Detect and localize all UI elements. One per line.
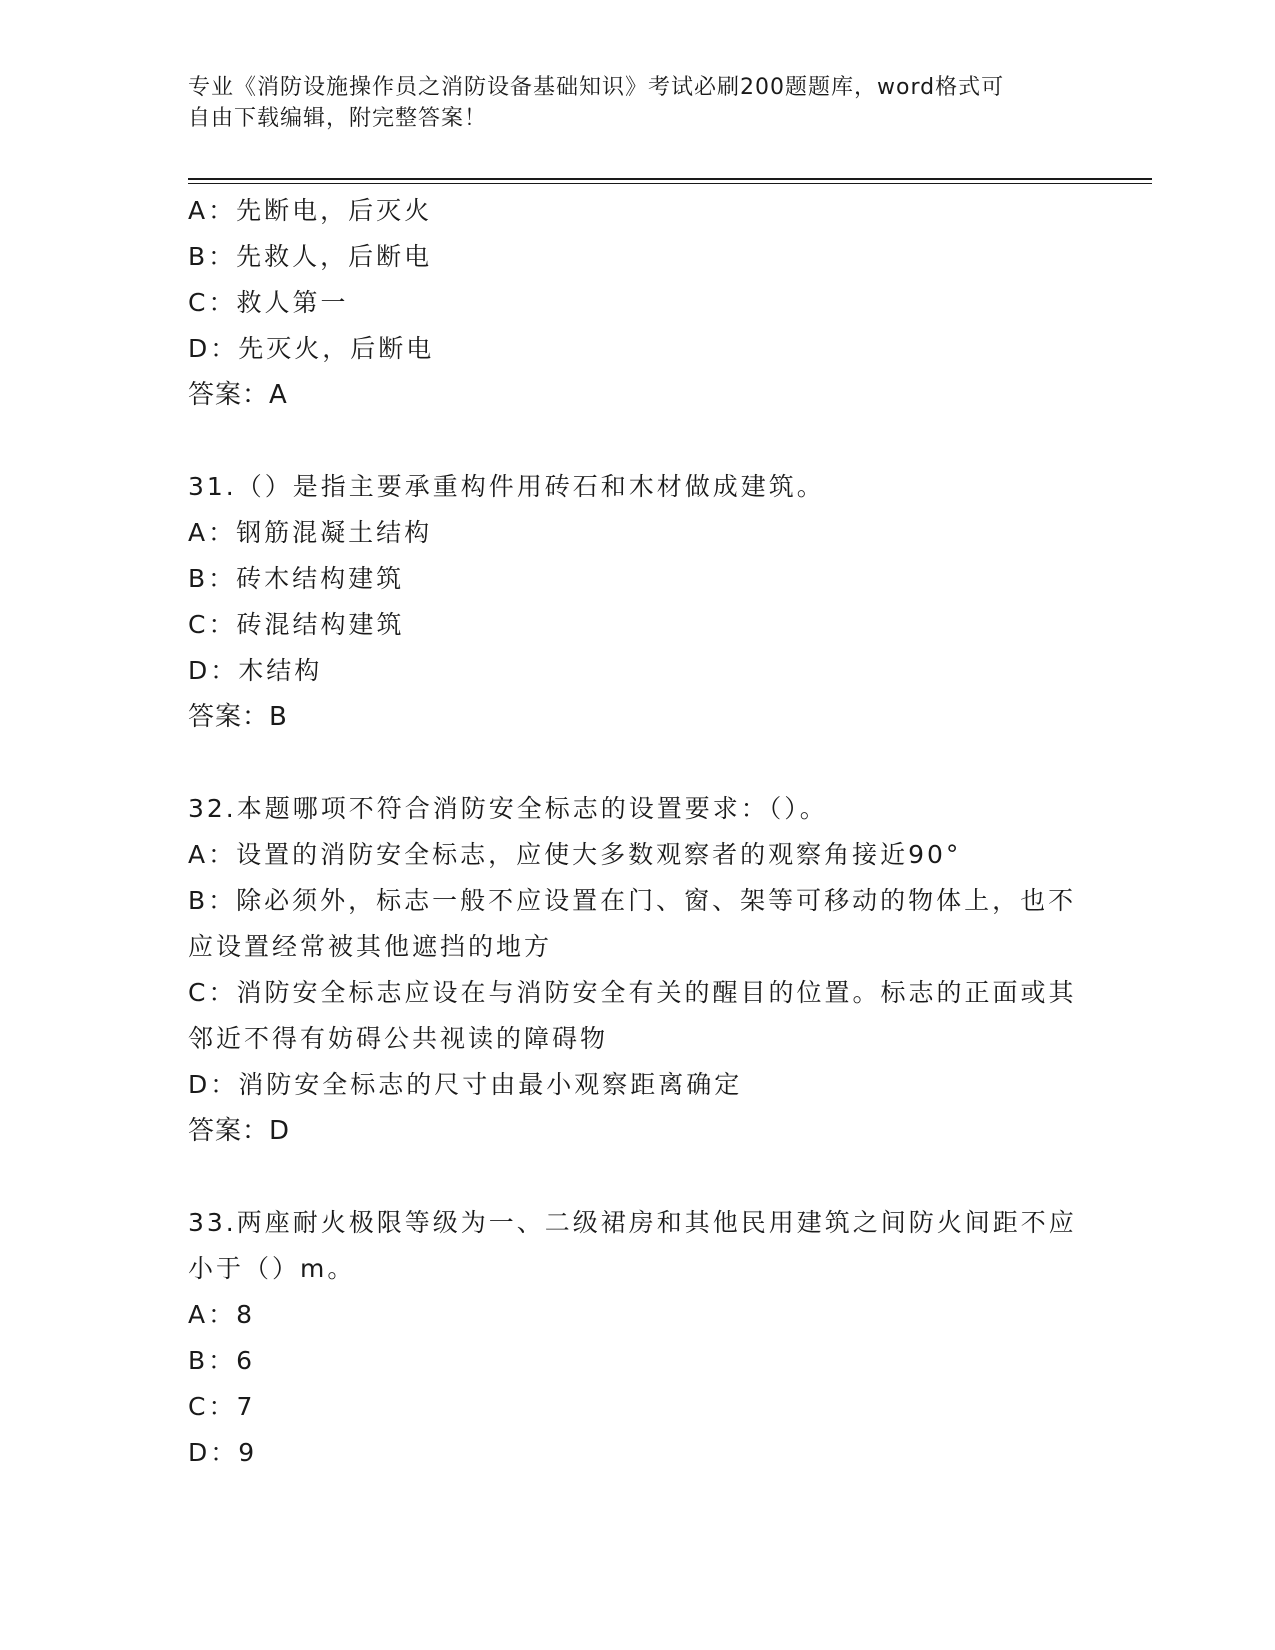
option-a: A：先断电，后灭火 <box>188 196 433 225</box>
answer: 答案：B <box>188 702 288 732</box>
spacer <box>188 1154 1078 1200</box>
option-b: B：先救人，后断电 <box>188 242 433 271</box>
header-rule-thick <box>188 178 1152 180</box>
question-33 <box>188 1200 1078 1476</box>
option-c: C：砖混结构建筑 <box>188 610 405 639</box>
header-rule-thin <box>188 183 1152 184</box>
option-a: A：设置的消防安全标志，应使大多数观察者的观察角接近90° <box>188 840 962 869</box>
answer: 答案：A <box>188 380 288 410</box>
document-body <box>188 188 1078 1476</box>
option-b: B：除必须外，标志一般不应设置在门、窗、架等可移动的物体上，也不应设置经常被其他遮挡的地方 <box>188 886 1077 961</box>
option-b: B：6 <box>188 1346 256 1375</box>
option-a: A：钢筋混凝土结构 <box>188 518 433 547</box>
option-d: D：木结构 <box>188 656 323 685</box>
spacer <box>188 740 1078 786</box>
option-d: D：消防安全标志的尺寸由最小观察距离确定 <box>188 1070 743 1099</box>
question-31 <box>188 464 1078 740</box>
option-c: C：消防安全标志应设在与消防安全有关的醒目的位置。标志的正面或其邻近不得有妨碍公共视读的障碍物 <box>188 978 1077 1053</box>
question-stem: 32.本题哪项不符合消防安全标志的设置要求：（）。 <box>188 794 828 823</box>
option-d: D：先灭火，后断电 <box>188 334 435 363</box>
header-line-2: 自由下载编辑，附完整答案！ <box>188 106 488 131</box>
option-c: C：7 <box>188 1392 256 1421</box>
option-c: C：救人第一 <box>188 288 349 317</box>
question-30 <box>188 188 1078 418</box>
question-stem: 33.两座耐火极限等级为一、二级裙房和其他民用建筑之间防火间距不应小于（）m。 <box>188 1208 1077 1283</box>
option-b: B：砖木结构建筑 <box>188 564 405 593</box>
header-line-1: 专业《消防设施操作员之消防设备基础知识》考试必刷200题题库，word格式可 <box>188 75 1005 100</box>
question-stem: 31.（）是指主要承重构件用砖石和木材做成建筑。 <box>188 472 825 501</box>
option-a: A：8 <box>188 1300 256 1329</box>
spacer <box>188 418 1078 464</box>
document-header <box>188 72 1068 134</box>
option-d: D：9 <box>188 1438 258 1467</box>
question-32 <box>188 786 1078 1154</box>
answer: 答案：D <box>188 1116 291 1146</box>
